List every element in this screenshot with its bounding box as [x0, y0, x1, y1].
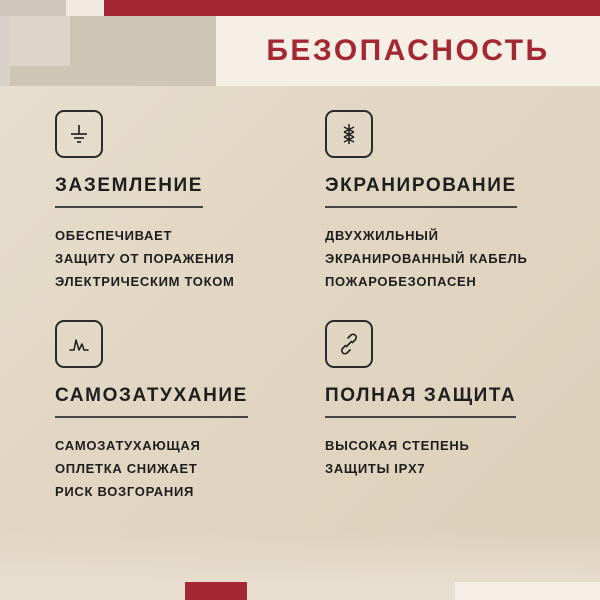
feature-description-line: ВЫСОКАЯ СТЕПЕНЬ — [325, 438, 470, 454]
header-notch-block — [10, 16, 70, 66]
feature-grid — [0, 110, 600, 504]
top-beige-strip — [66, 0, 104, 16]
feature-title: ЗАЗЕМЛЕНИЕ — [55, 175, 203, 208]
feature-description — [325, 435, 590, 481]
feature-card — [55, 110, 325, 293]
feature-title: САМОЗАТУХАНИЕ — [55, 385, 248, 418]
feature-description — [55, 435, 325, 503]
top-left-block — [0, 0, 66, 16]
feature-description-line: ЭЛЕКТРИЧЕСКИМ ТОКОМ — [55, 273, 235, 289]
full-protection-icon — [325, 320, 373, 368]
header-left-grey-block — [0, 16, 10, 86]
shielding-icon — [325, 110, 373, 158]
feature-description-line: РИСК ВОЗГОРАНИЯ — [55, 483, 195, 499]
bottom-red-block — [185, 582, 247, 600]
grounding-icon — [55, 110, 103, 158]
feature-title: ПОЛНАЯ ЗАЩИТА — [325, 385, 516, 418]
feature-description-line: ЗАЩИТЫ IPX7 — [325, 461, 426, 476]
feature-description-line: ДВУХЖИЛЬНЫЙ — [325, 228, 439, 243]
title-card — [216, 16, 600, 86]
feature-description-line: САМОЗАТУХАЮЩАЯ — [55, 438, 201, 454]
feature-card — [325, 320, 590, 503]
feature-card — [55, 320, 325, 503]
self-extinguishing-icon — [55, 320, 103, 368]
bottom-gradient — [0, 532, 600, 582]
feature-description-line: ОПЛЕТКА СНИЖАЕТ — [55, 461, 198, 476]
feature-description — [325, 225, 590, 293]
bottom-white-block — [455, 582, 600, 600]
feature-description-line: ЗАЩИТУ ОТ ПОРАЖЕНИЯ — [55, 250, 235, 266]
page-title: БЕЗОПАСНОСТЬ — [266, 34, 550, 67]
feature-description-line: ЭКРАНИРОВАННЫЙ КАБЕЛЬ — [325, 250, 528, 266]
feature-title: ЭКРАНИРОВАНИЕ — [325, 175, 517, 208]
feature-description-line: ОБЕСПЕЧИВАЕТ — [55, 228, 173, 243]
feature-card — [325, 110, 590, 293]
feature-description — [55, 225, 325, 293]
feature-description-line: ПОЖАРОБЕЗОПАСЕН — [325, 273, 477, 289]
